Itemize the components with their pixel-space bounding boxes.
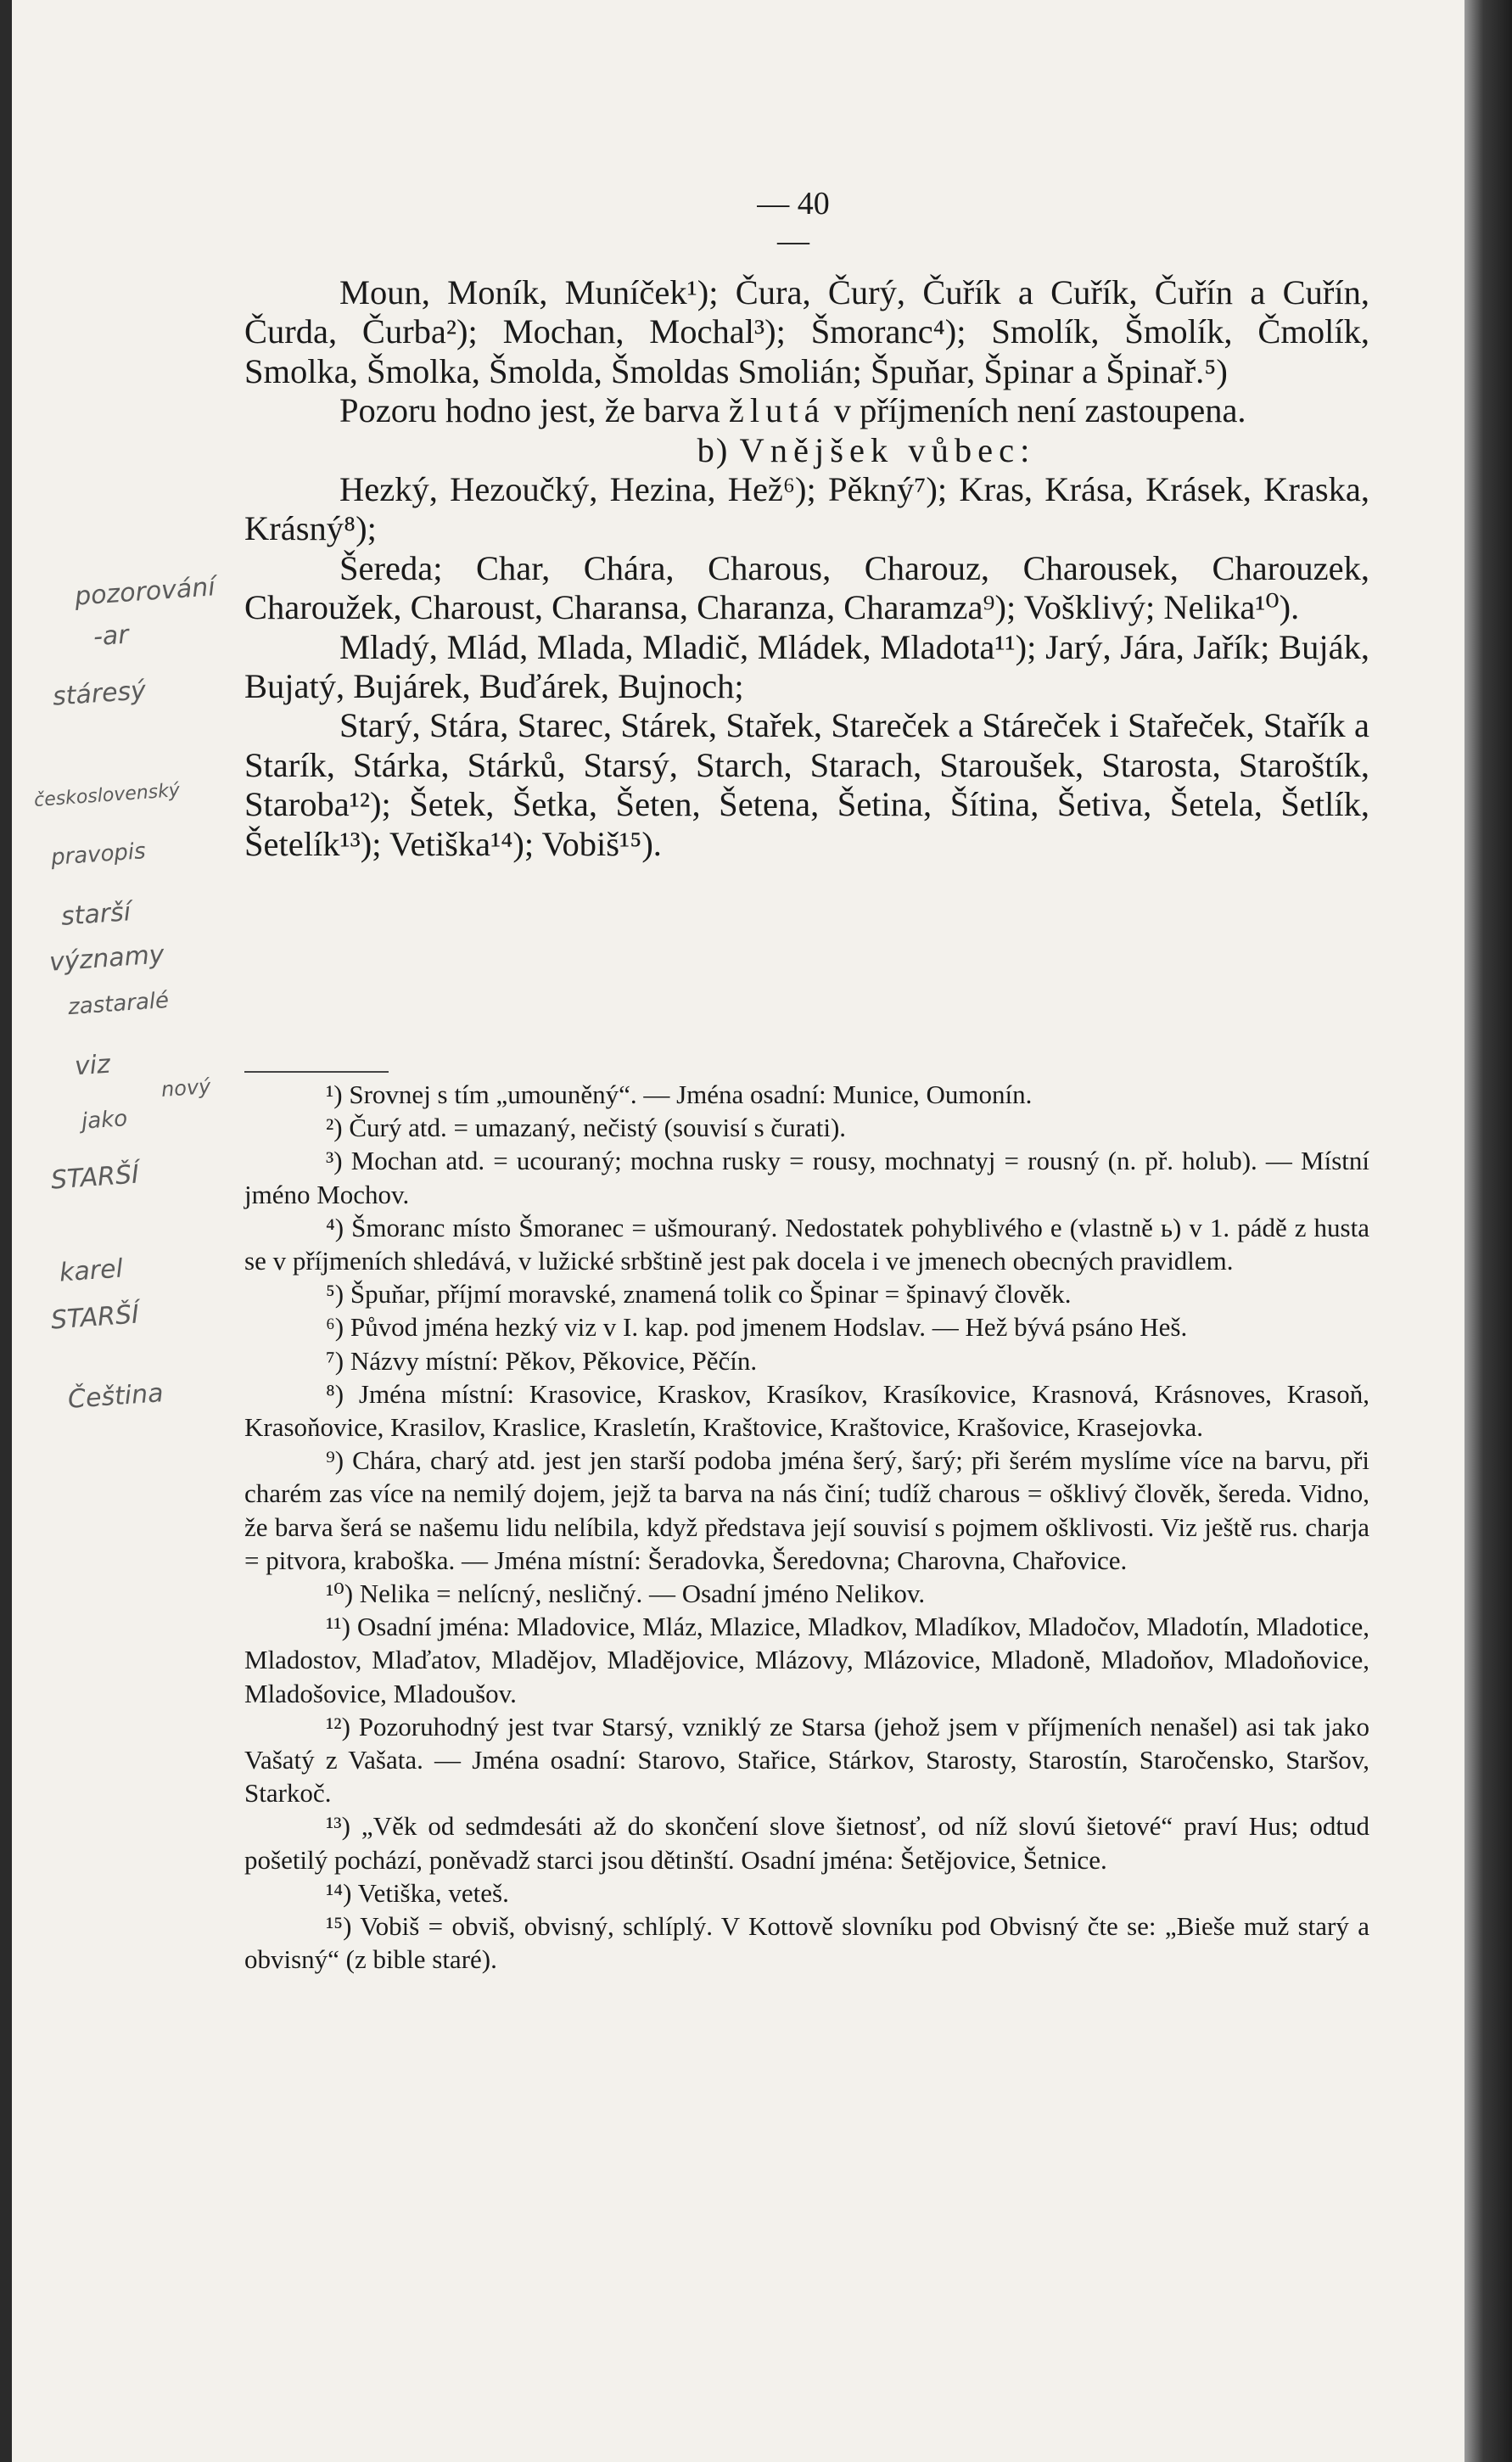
page-number: — 40 — xyxy=(757,186,830,259)
margin-note: významy xyxy=(48,939,165,978)
footnote: ⁴) Šmoranc místo Šmoranec = ušmouraný. Nedostatek pohyblivého e (vlastně ь) v 1. pádě z husta se v příjmeních shledává, v lužické srbštině jest pak docela i ve jmenech obecných pravidlem. xyxy=(244,1212,1369,1276)
footnote: ⁵) Špuňar, příjmí moravské, znamená tolik co Špinar = špinavý člověk. xyxy=(326,1279,1072,1310)
section-heading: b) Vnějšek vůbec: xyxy=(697,430,1036,469)
paragraph-old: Starý, Stára, Starec, Stárek, Stařek, Stareček a Stáreček i Stařeček, Stařík a Starík, Stárka, Stárků, Starsý, Starch, Starach, Staroušek, Starosta, Staroštík, Staroba¹²); Šetek, Šetka, Šeten, Šetena, Šetina, Šítina, Šetiva, Šetela, Šetlík, Šetelík¹³); Vetiška¹⁴); Vobiš¹⁵). xyxy=(244,706,1369,863)
margin-note: československý xyxy=(33,780,181,811)
paragraph-yellow: Pozoru hodno jest, že barva žlutá v příjmeních není zastoupena. xyxy=(339,391,1246,430)
margin-note: pravopis xyxy=(50,838,147,871)
footnote: ⁹) Chára, charý atd. jest jen starší podoba jména šerý, šarý; při šerém myslíme více na barvu, při charém zas více na nemilý dojem, jejž ta barva na nás činí; tudíž charous = ošklivý člověk, šereda. Vidno, že barva šerá se našemu lidu nelíbila, když představa její souvisí s pojmem ošklivosti. Viz ještě rus. charja = pitvora, kraboška. — Jména místní: Šeradovka, Šeredovna; Charovna, Chařovice. xyxy=(244,1445,1369,1575)
footnote: ⁶) Původ jména hezký viz v I. kap. pod jmenem Hodslav. — Hež bývá psáno Heš. xyxy=(326,1312,1188,1343)
footnote: ¹) Srovnej s tím „umouněný“. — Jména osadní: Munice, Oumonín. xyxy=(326,1080,1033,1109)
footnote: ¹³) „Věk od sedmdesáti až do skončení slove šietnosť, od níž slovú šietové“ praví Hus; odtud pošetilý pochází, poněvadž starci jsou dětinští. Osadní jména: Šetějovice, Šetnice. xyxy=(244,1811,1369,1875)
scan-edge xyxy=(1464,0,1512,2462)
footnotes xyxy=(244,1078,1369,1976)
margin-note: karel xyxy=(58,1253,125,1288)
paragraph-young: Mladý, Mlád, Mlada, Mladič, Mládek, Mladota¹¹); Jarý, Jára, Jařík; Buják, Bujatý, Bujárek, Buďárek, Bujnoch; xyxy=(244,627,1369,706)
margin-note: jako xyxy=(81,1106,129,1135)
footnote-rule xyxy=(244,1071,389,1073)
margin-note: Čeština xyxy=(66,1378,165,1415)
paragraph-beauty: Hezký, Hezoučký, Hezina, Hež⁶); Pěkný⁷); Kras, Krása, Krásek, Kraska, Krásný⁸); xyxy=(244,470,1369,548)
footnote: ¹¹) Osadní jména: Mladovice, Mláz, Mlazice, Mladkov, Mladíkov, Mladočov, Mladotín, Mladotice, Mladostov, Mlaďatov, Mladějov, Mladějovice, Mlázovy, Mlázovice, Mladoně, Mladoňov, Mladoňovice, Mladošovice, Mladoušov. xyxy=(244,1612,1369,1708)
margin-note: STARŠÍ xyxy=(49,1299,140,1336)
footnote: ¹⁰) Nelika = nelícný, nesličný. — Osadní jméno Nelikov. xyxy=(326,1579,926,1609)
margin-note: viz xyxy=(73,1049,112,1082)
margin-note: zastaralé xyxy=(67,987,171,1021)
footnote: ¹²) Pozoruhodný jest tvar Starsý, vzniklý ze Starsa (jehož jsem v příjmeních nenašel) asi tak jako Vašatý z Vašata. — Jména osadní: Starovo, Stařice, Stárkov, Starosty, Starostín, Staročensko, Staršov, Starkoč. xyxy=(244,1711,1369,1809)
margin-note: stáresý xyxy=(51,676,148,712)
footnote: ⁷) Názvy místní: Pěkov, Pěkovice, Pěčín. xyxy=(326,1345,758,1376)
footnote: ¹⁵) Vobiš = obviš, obvisný, schlíplý. V Kottově slovníku pod Obvisný čte se: „Bieše muž starý a obvisný“ (z bible staré). xyxy=(244,1911,1369,1975)
paragraph-ugly: Šereda; Char, Chára, Charous, Charouz, Charousek, Charouzek, Charoužek, Charoust, Charansa, Charanza, Charamza⁹); Vošklivý; Nelika¹⁰). xyxy=(244,548,1369,627)
margin-note: nový xyxy=(160,1074,212,1102)
main-text xyxy=(244,273,1369,864)
footnote: ³) Mochan atd. = ucouraný; mochna rusky = rousy, mochnatyj = rousný (n. př. holub). — Místní jméno Mochov. xyxy=(244,1146,1369,1209)
paragraph-colors: Moun, Moník, Muníček¹); Čura, Čurý, Čuřík a Cuřík, Čuřín a Cuřín, Čurda, Čurba²); Mochan, Mochal³); Šmoranc⁴); Smolík, Šmolík, Čmolík, Smolka, Šmolka, Šmolda, Šmoldas Smolián; Špuňar, Špinar a Špinař.⁵) xyxy=(244,273,1369,390)
footnote: ¹⁴) Vetiška, veteš. xyxy=(326,1877,509,1908)
margin-note: pozorování xyxy=(73,572,216,612)
margin-note: -ar xyxy=(92,620,130,653)
footnote: ²) Čurý atd. = umazaný, nečistý (souvisí s čurati). xyxy=(326,1113,847,1143)
margin-note: STARŠÍ xyxy=(49,1159,140,1196)
footnote: ⁸) Jména místní: Krasovice, Kraskov, Krasíkov, Krasíkovice, Krasnová, Krásnoves, Krasoň, Krasoňovice, Krasilov, Kraslice, Krasletín, Kraštovice, Kraštovice, Krašovice, Krasejovka. xyxy=(244,1378,1369,1443)
margin-note: starší xyxy=(59,897,132,932)
